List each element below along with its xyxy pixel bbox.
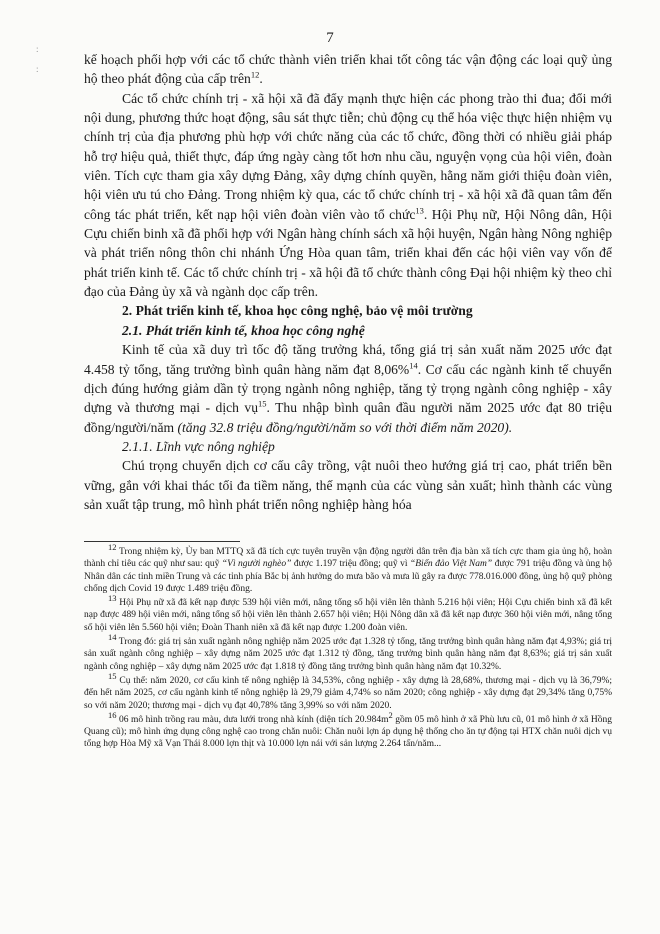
paragraph-4: Chú trọng chuyển dịch cơ cấu cây trồng, vật nuôi theo hướng giá trị cao, phát triển bền vững, gắn với khai thác tối đa tiềm năng, thế mạnh của các vùng sản xuất; hình thành các vùng sản xuất tập trung, mô hình phát triển nông nghiệp hàng hóa <box>84 458 612 512</box>
footnote-15 <box>84 670 612 712</box>
footnote-italic: “Vì người nghèo” <box>221 559 292 570</box>
footnote-italic: “Biển đảo Việt Nam” <box>409 559 493 570</box>
paragraph-2 <box>84 89 612 302</box>
footnote-ref-13: 13 <box>415 205 424 216</box>
footnote-number: 12 <box>108 541 117 552</box>
paragraph-2-text: Các tổ chức chính trị - xã hội xã đã đẩy mạnh thực hiện các phong trào thi đua; đổi mới nội dung, phương thức hoạt động, sâu sát thực tiễn; chủ động cụ thể hóa việc thực hiện nhiệm vụ chính trị của địa phương phù hợp với chức năng của các tổ chức, đồng thời có nhiều giải pháp hỗ trợ hiệu quả, thiết thực, đáp ứng ngày càng tốt hơn nhu cầu, nguyện vọng của hội viên, đoàn viên. Tích cực tham gia xây dựng Đảng, xây dựng chính quyền, hằng năm giới thiệu đoàn viên, hội viên ưu tú cho Đảng. Trong nhiệm kỳ qua, các tổ chức chính trị - xã hội xã đã quan tâm đến công tác phát triển, kết nạp hội viên đoàn viên vào tổ chức <box>84 90 612 222</box>
main-body <box>84 50 612 514</box>
paragraph-3-text: Kinh tế của xã duy trì tốc độ tăng trưởng khá, tổng giá trị sản xuất năm 2025 ước đạt 4.458 tỷ tổng, tăng trưởng bình quân hàng năm đạt 8,06% <box>84 342 612 377</box>
footnote-text: Hội Phụ nữ xã đã kết nạp được 539 hội viên mới, nâng tổng số hội viên lên thành 5.216 hội viên; Hội Cựu chiến binh xã đã kết nạp được 489 hội viên mới, nâng tổng số hội viên lên thành 2.657 hội viên; Hội Nông dân xã đã kết nạp được 360 hội viên mới, nâng tổng số hội viên lên 5.560 hội viên; Đoàn Thanh niên xã đã kết nạp được 1.200 đoàn viên. <box>84 598 612 633</box>
footnote-text: Cụ thể: năm 2020, cơ cấu kinh tế nông nghiệp là 34,53%, công nghiệp - xây dựng là 28,68%, thương mại - dịch vụ là 36,79%; đến hết năm 2025, cơ cấu ngành kinh tế nông nghiệp là 29,79 giảm 4,74% so năm 2020; công nghiệp - xây dựng đạt 29,34% tăng 0,75% so với năm 2020; thương mại - dịch vụ đạt 40,78% tăng 3,99% so với năm 2020. <box>84 675 612 711</box>
paragraph-1-end: . <box>259 71 263 87</box>
footnote-ref-15: 15 <box>258 398 267 409</box>
footnote-text: được 1.197 triệu đồng; quỹ vì <box>291 559 410 570</box>
section-heading-2-1-1: 2.1.1. Lĩnh vực nông nghiệp <box>122 438 275 454</box>
paragraph-1 <box>84 50 612 89</box>
paragraph-3-mid: . Cơ cấu các ngành kinh tế chuyển dịch đúng hướng giảm dần tỷ trọng ngành nông nghiệp, tăng tỷ trọng ngành công nghiệp - xây dựng và thương mại - dịch vụ <box>84 361 612 416</box>
footnote-16 <box>84 709 613 751</box>
footnote-ref-12: 12 <box>250 69 260 80</box>
section-heading-2-1: 2.1. Phát triển kinh tế, khoa học công nghệ <box>122 322 365 338</box>
footnote-text: gồm 05 mô hình ở xã Phù lưu cũ, 01 mô hình ở xã Hồng Quang cũ); mô hình ứng dụng công nghệ cao trong chăn nuôi: Chăn nuôi lợn áp dụng hệ thống cho ăn tự động tại HTX chăn nuôi dịch vụ tổng hợp Hòa Mỹ xã Vạn Thái 8.000 lợn thịt và 10.000 lợn nái với sản lượng 2.264 tấn/năm... <box>84 714 613 750</box>
footnote-number: 16 <box>108 709 117 720</box>
margin-mark: : : <box>36 44 39 74</box>
paragraph-3 <box>84 340 612 437</box>
footnote-14 <box>84 631 612 673</box>
section-heading-2: 2. Phát triển kinh tế, khoa học công nghệ, bảo vệ môi trường <box>122 303 473 319</box>
paragraph-3-italic: (tăng 32.8 triệu đồng/người/năm so với thời điểm năm 2020). <box>177 419 513 435</box>
paragraph-2-end: . Hội Phụ nữ, Hội Nông dân, Hội Cựu chiến binh xã đã phối hợp với Ngân hàng chính sách xã hội huyện, Ngân hàng Nông nghiệp và phát triển nông thôn chi nhánh Ứng Hòa quan tâm, triển khai đến các hội viên vay vốn để phát triển kinh tế. Các tổ chức chính trị - xã hội đã tổ chức thành công Đại hội nhiệm kỳ theo chỉ đạo của Đảng ủy xã và ngành dọc cấp trên. <box>84 206 612 300</box>
page-number: 7 <box>326 30 334 46</box>
footnote-text: 06 mô hình trồng rau màu, dưa lưới trong nhà kính (diện tích 20.984m <box>116 714 389 725</box>
footnote-number: 14 <box>108 631 117 642</box>
paragraph-1-text: kế hoạch phối hợp với các tổ chức thành viên triển khai tốt công tác vận động các loại quỹ ủng hộ theo phát động của cấp trên <box>84 52 612 87</box>
footnote-text: được 791 triệu đồng và ủng hộ Nhân dân các tỉnh miền Trung và các tỉnh phía Bắc bị ảnh hưởng do mưa bão và mưa lũ gây ra được 778.016.000 đồng, ủng hộ quỹ phòng chống dịch Covid 19 được 1.489 triệu đồng. <box>84 559 613 594</box>
footnote-12 <box>84 541 613 595</box>
footnote-superscript: 2 <box>388 709 393 720</box>
footnotes <box>84 541 613 753</box>
footnote-ref-14: 14 <box>409 359 418 370</box>
footnote-13 <box>84 593 612 634</box>
footnote-text: Trong nhiệm kỳ, Ủy ban MTTQ xã đã tích cực tuyên truyền vận động người dân trên địa bàn xã tích cực tham gia ủng hộ, hoàn thành chỉ tiêu các quỹ như sau: quỹ <box>84 547 612 570</box>
footnote-number: 15 <box>108 670 117 681</box>
footnote-number: 13 <box>108 593 117 604</box>
footnote-text: Trong đó: giá trị sản xuất ngành nông nghiệp năm 2025 ước đạt 1.328 tỷ tổng, tăng trưởng bình quân hàng năm đạt 4,93%; giá trị sản xuất ngành công nghiệp – xây dựng năm 2025 ước đạt 1.312 tỷ đồng, tăng trưởng bình quân hàng năm đạt 8,63%; giá trị sản xuất ngành công nghiệp – xây dựng năm 2025 ước đạt 1.818 tỷ đồng tăng trưởng bình quân hàng năm đạt 10.32%. <box>84 637 612 672</box>
paragraph-3-end: . Thu nhập bình quân đầu người năm 2025 ước đạt 80 triệu đồng/người/năm <box>84 400 612 435</box>
